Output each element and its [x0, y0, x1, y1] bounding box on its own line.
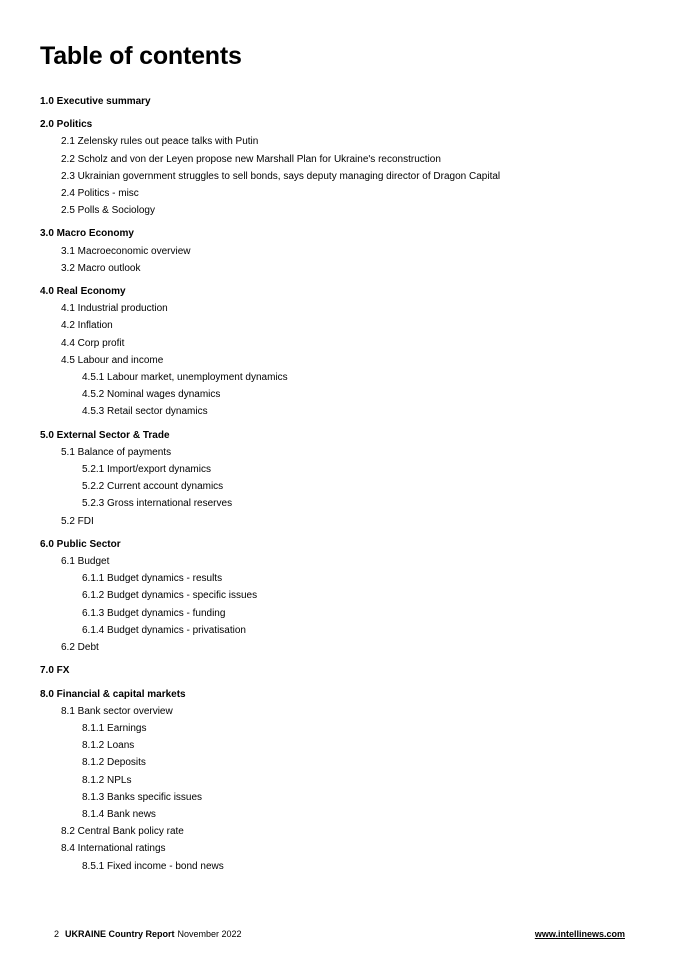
toc-subentry[interactable]: 4.5.2 Nominal wages dynamics [82, 389, 221, 401]
toc-entry[interactable]: 8.2 Central Bank policy rate [61, 826, 184, 838]
page-title: Table of contents [40, 42, 242, 70]
toc-subentry[interactable]: 4.5.1 Labour market, unemployment dynamics [82, 372, 288, 384]
toc-entry[interactable]: 2.4 Politics - misc [61, 188, 139, 200]
toc-entry[interactable]: 4.4 Corp profit [61, 337, 125, 349]
toc-entry[interactable]: 3.2 Macro outlook [61, 262, 141, 274]
toc-section-heading[interactable]: 3.0 Macro Economy [40, 228, 134, 240]
toc-subentry[interactable]: 8.1.2 Deposits [82, 757, 146, 769]
toc-subentry[interactable]: 5.2.2 Current account dynamics [82, 481, 224, 493]
toc-section [40, 225, 640, 277]
toc-subentry[interactable]: 6.1.1 Budget dynamics - results [82, 573, 223, 585]
report-name: UKRAINE Country Report [65, 929, 175, 939]
toc-entry[interactable]: 4.5 Labour and income [61, 354, 164, 366]
toc-entry[interactable]: 4.2 Inflation [61, 320, 113, 332]
toc-section-heading[interactable]: 5.0 External Sector & Trade [40, 429, 170, 441]
toc-entry[interactable]: 3.1 Macroeconomic overview [61, 245, 191, 257]
website-link[interactable]: www.intellinews.com [534, 929, 625, 939]
page-number: 2 [54, 929, 60, 939]
toc-entry[interactable]: 4.1 Industrial production [61, 303, 168, 315]
page-footer [54, 929, 625, 943]
toc-subentry[interactable]: 8.1.4 Bank news [82, 808, 156, 820]
toc-subentry[interactable]: 5.2.3 Gross international reserves [82, 498, 233, 510]
toc-section [40, 662, 640, 679]
toc-entry[interactable]: 5.2 FDI [61, 515, 94, 527]
toc-subentry[interactable]: 6.1.4 Budget dynamics - privatisation [82, 624, 246, 636]
toc-section [40, 536, 640, 656]
toc-section [40, 116, 640, 219]
toc-section [40, 93, 640, 110]
toc-section-heading[interactable]: 1.0 Executive summary [40, 96, 151, 107]
report-date: November 2022 [177, 929, 242, 939]
footer-report-info [54, 929, 242, 939]
toc-section-heading[interactable]: 6.0 Public Sector [40, 538, 121, 550]
toc-subentry[interactable]: 5.2.1 Import/export dynamics [82, 464, 211, 476]
toc-subentry[interactable]: 8.1.2 NPLs [82, 774, 132, 786]
toc-section [40, 686, 640, 875]
toc-entry[interactable]: 5.1 Balance of payments [61, 446, 172, 458]
toc-subentry[interactable]: 8.1.1 Earnings [82, 722, 147, 734]
toc-subentry[interactable]: 8.1.2 Loans [82, 740, 135, 752]
toc-entry[interactable]: 2.1 Zelensky rules out peace talks with Putin [61, 136, 259, 148]
toc-section [40, 427, 640, 530]
toc-subentry[interactable]: 8.5.1 Fixed income - bond news [82, 860, 224, 872]
toc-entry[interactable]: 2.3 Ukrainian government struggles to sell bonds, says deputy managing director of Dragon Capital [61, 170, 501, 182]
toc-entry[interactable]: 8.4 International ratings [61, 843, 166, 855]
toc-section-heading[interactable]: 4.0 Real Economy [40, 286, 126, 298]
toc-section-heading[interactable]: 8.0 Financial & capital markets [40, 688, 186, 700]
toc-entry[interactable]: 8.1 Bank sector overview [61, 705, 173, 717]
table-of-contents [40, 93, 640, 881]
toc-section-heading[interactable]: 2.0 Politics [40, 119, 93, 131]
toc-subentry[interactable]: 6.1.2 Budget dynamics - specific issues [82, 590, 258, 602]
toc-subentry[interactable]: 6.1.3 Budget dynamics - funding [82, 607, 226, 619]
toc-subentry[interactable]: 8.1.3 Banks specific issues [82, 791, 203, 803]
toc-entry[interactable]: 2.5 Polls & Sociology [61, 205, 155, 217]
toc-entry[interactable]: 2.2 Scholz and von der Leyen propose new Marshall Plan for Ukraine's reconstruction [61, 153, 441, 165]
toc-section-heading[interactable]: 7.0 FX [40, 665, 70, 677]
toc-subentry[interactable]: 4.5.3 Retail sector dynamics [82, 406, 208, 418]
toc-entry[interactable]: 6.2 Debt [61, 642, 99, 654]
toc-entry[interactable]: 6.1 Budget [61, 556, 110, 568]
toc-section [40, 283, 640, 421]
